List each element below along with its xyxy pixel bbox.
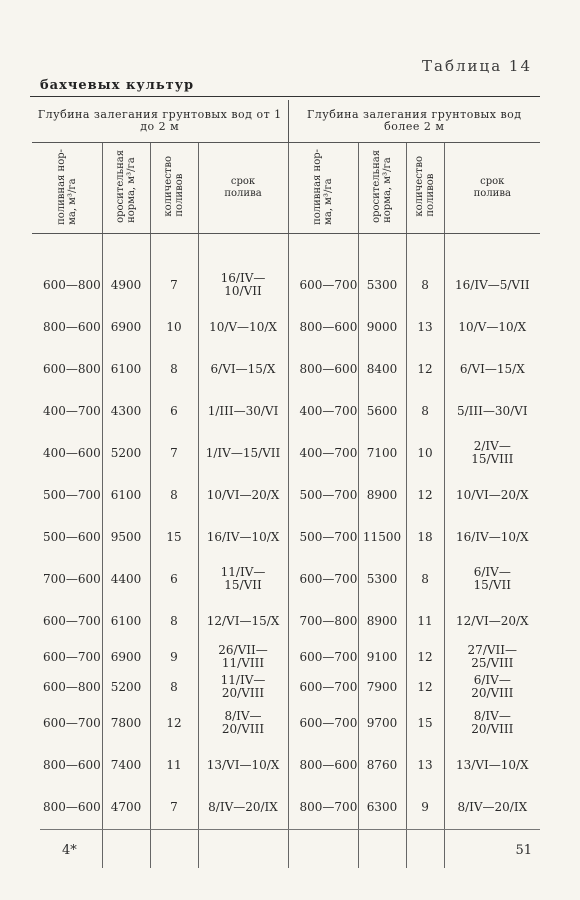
top-rule xyxy=(30,96,540,97)
spacer-row xyxy=(32,828,540,868)
cell-irrigation-rate: 400—600 xyxy=(32,432,102,474)
col-header-seasonal-rate: оросительная норма, м³/га xyxy=(102,143,150,234)
cell-seasonal-rate-2: 8900 xyxy=(358,600,406,642)
cell-seasonal-rate: 4900 xyxy=(102,264,150,306)
cell-seasonal-rate-2: 8900 xyxy=(358,474,406,516)
col-header-irrigation-count-2: количество поливов xyxy=(406,143,444,234)
cell-irrigation-count: 12 xyxy=(150,702,198,744)
cell-irrigation-period: 10/VI—20/X xyxy=(198,474,288,516)
cell-irrigation-period: 16/IV— 10/VII xyxy=(198,264,288,306)
cell-irrigation-rate-2: 800—600 xyxy=(288,744,358,786)
cell-irrigation-rate: 800—600 xyxy=(32,744,102,786)
col-header-irrigation-rate: поливная нор- ма, м³/га xyxy=(32,143,102,234)
cell-irrigation-count: 8 xyxy=(150,600,198,642)
cell-seasonal-rate: 7800 xyxy=(102,702,150,744)
cell-seasonal-rate: 6900 xyxy=(102,306,150,348)
cell-seasonal-rate: 6900 xyxy=(102,642,150,672)
cell-irrigation-rate: 500—600 xyxy=(32,516,102,558)
cell-irrigation-rate-2: 500—700 xyxy=(288,516,358,558)
cell-irrigation-count-2: 12 xyxy=(406,642,444,672)
table-row xyxy=(32,306,540,348)
cell-irrigation-count-2: 9 xyxy=(406,786,444,828)
table-row xyxy=(32,432,540,474)
cell-seasonal-rate: 4400 xyxy=(102,558,150,600)
cell-irrigation-period-2: 10/VI—20/X xyxy=(456,487,529,502)
cell-irrigation-period-2: 16/IV—10/X xyxy=(456,529,529,544)
cell-seasonal-rate: 5200 xyxy=(102,432,150,474)
cell-irrigation-period-2: 6/VI—15/X xyxy=(459,361,525,376)
cell-irrigation-count-2: 13 xyxy=(406,306,444,348)
cell-seasonal-rate-2: 11500 xyxy=(358,516,406,558)
table-row xyxy=(32,348,540,390)
cell-seasonal-rate-2: 8400 xyxy=(358,348,406,390)
cell-irrigation-rate: 600—700 xyxy=(32,642,102,672)
cell-irrigation-rate-2: 800—700 xyxy=(288,786,358,828)
cell-seasonal-rate: 7400 xyxy=(102,744,150,786)
cell-seasonal-rate: 4700 xyxy=(102,786,150,828)
cell-irrigation-period: 1/III—30/VI xyxy=(198,390,288,432)
table-row xyxy=(32,702,540,744)
cell-irrigation-count: 6 xyxy=(150,558,198,600)
spacer-row xyxy=(32,234,540,265)
cell-seasonal-rate-2: 5300 xyxy=(358,558,406,600)
cell-irrigation-rate-2: 600—700 xyxy=(288,558,358,600)
cell-irrigation-period: 26/VII— 11/VIII xyxy=(198,642,288,672)
cell-seasonal-rate-2: 7100 xyxy=(358,432,406,474)
page-number: 51 xyxy=(515,843,532,858)
cell-irrigation-period-2: 6/IV— 20/VIII xyxy=(471,673,514,700)
group-header-over-2m: Глубина залегания грунтовых вод более 2 м xyxy=(288,100,540,143)
cell-irrigation-period-2: 16/IV—5/VII xyxy=(455,277,530,292)
cell-irrigation-count-2: 8 xyxy=(406,264,444,306)
cell-irrigation-count-2: 10 xyxy=(406,432,444,474)
cell-irrigation-rate: 500—700 xyxy=(32,474,102,516)
cell-irrigation-rate-2: 800—600 xyxy=(288,348,358,390)
cell-seasonal-rate-2: 7900 xyxy=(358,672,406,702)
cell-seasonal-rate-2: 6300 xyxy=(358,786,406,828)
cell-irrigation-rate-2: 400—700 xyxy=(288,432,358,474)
cell-seasonal-rate-2: 8760 xyxy=(358,744,406,786)
table-body xyxy=(32,234,540,869)
cell-seasonal-rate-2: 9100 xyxy=(358,642,406,672)
col-header-irrigation-rate-2: поливная нор- ма, м³/га xyxy=(288,143,358,234)
cell-irrigation-period: 8/IV— 20/VIII xyxy=(198,702,288,744)
cell-irrigation-count-2: 11 xyxy=(406,600,444,642)
cell-irrigation-count: 11 xyxy=(150,744,198,786)
cell-irrigation-count: 15 xyxy=(150,516,198,558)
cell-irrigation-rate: 600—800 xyxy=(32,672,102,702)
cell-irrigation-rate-2: 600—700 xyxy=(288,702,358,744)
cell-irrigation-period: 8/IV—20/IX xyxy=(198,786,288,828)
signature-mark: 4* xyxy=(62,843,77,858)
table-row xyxy=(32,474,540,516)
cell-irrigation-rate: 600—700 xyxy=(32,600,102,642)
table-row xyxy=(32,672,540,702)
cell-irrigation-count: 7 xyxy=(150,264,198,306)
cell-irrigation-rate: 600—800 xyxy=(32,264,102,306)
cell-irrigation-period-2: 13/VI—10/X xyxy=(456,757,529,772)
table-row xyxy=(32,744,540,786)
cell-irrigation-rate-2: 400—700 xyxy=(288,390,358,432)
cell-irrigation-period-2: 8/IV— 20/VIII xyxy=(471,709,514,736)
cell-seasonal-rate: 6100 xyxy=(102,474,150,516)
col-header-irrigation-period: срок полива xyxy=(198,143,288,234)
cell-irrigation-rate: 600—700 xyxy=(32,702,102,744)
cell-irrigation-period: 13/VI—10/X xyxy=(198,744,288,786)
table-row xyxy=(32,786,540,828)
cell-irrigation-rate-2: 600—700 xyxy=(288,264,358,306)
cell-seasonal-rate: 9500 xyxy=(102,516,150,558)
cell-seasonal-rate-2: 9700 xyxy=(358,702,406,744)
cell-irrigation-count: 7 xyxy=(150,786,198,828)
bottom-rule xyxy=(40,829,540,830)
cell-seasonal-rate: 6100 xyxy=(102,600,150,642)
table-row xyxy=(32,264,540,306)
cell-irrigation-count-2: 12 xyxy=(406,474,444,516)
cell-irrigation-count: 10 xyxy=(150,306,198,348)
cell-seasonal-rate-2: 9000 xyxy=(358,306,406,348)
cell-irrigation-count-2: 8 xyxy=(406,558,444,600)
table-row xyxy=(32,558,540,600)
cell-irrigation-rate-2: 700—800 xyxy=(288,600,358,642)
cell-irrigation-period: 11/IV— 20/VIII xyxy=(198,672,288,702)
table-row xyxy=(32,642,540,672)
cell-seasonal-rate-2: 5600 xyxy=(358,390,406,432)
cell-irrigation-period-2: 8/IV—20/IX xyxy=(457,799,528,814)
table-title: Таблица 14 xyxy=(422,57,532,75)
table-row xyxy=(32,600,540,642)
cell-irrigation-period-2: 2/IV— 15/VIII xyxy=(471,439,514,466)
cell-irrigation-rate: 700—600 xyxy=(32,558,102,600)
col-header-irrigation-count: количество поливов xyxy=(150,143,198,234)
cell-irrigation-count: 8 xyxy=(150,474,198,516)
cell-seasonal-rate: 6100 xyxy=(102,348,150,390)
cell-irrigation-rate-2: 800—600 xyxy=(288,306,358,348)
cell-irrigation-period: 12/VI—15/X xyxy=(198,600,288,642)
cell-irrigation-period-2: 10/V—10/X xyxy=(458,319,527,334)
table-subtitle: бахчевых культур xyxy=(40,78,195,93)
cell-irrigation-count: 7 xyxy=(150,432,198,474)
table-row xyxy=(32,390,540,432)
cell-irrigation-rate: 400—700 xyxy=(32,390,102,432)
cell-irrigation-count: 8 xyxy=(150,672,198,702)
cell-irrigation-period-2: 5/III—30/VI xyxy=(456,403,528,418)
cell-irrigation-count-2: 12 xyxy=(406,348,444,390)
cell-irrigation-count-2: 13 xyxy=(406,744,444,786)
cell-seasonal-rate: 5200 xyxy=(102,672,150,702)
cell-irrigation-period-2: 27/VII— 25/VIII xyxy=(467,643,518,670)
table-row xyxy=(32,516,540,558)
cell-irrigation-rate-2: 500—700 xyxy=(288,474,358,516)
col-header-seasonal-rate-2: оросительная норма, м³/га xyxy=(358,143,406,234)
cell-irrigation-period: 6/VI—15/X xyxy=(198,348,288,390)
cell-irrigation-rate-2: 600—700 xyxy=(288,672,358,702)
cell-irrigation-count: 8 xyxy=(150,348,198,390)
cell-irrigation-period-2: 12/VI—20/X xyxy=(456,613,529,628)
cell-irrigation-count-2: 18 xyxy=(406,516,444,558)
cell-irrigation-period: 16/IV—10/X xyxy=(198,516,288,558)
col-header-irrigation-period-2: срок полива xyxy=(444,143,540,234)
cell-irrigation-rate: 800—600 xyxy=(32,306,102,348)
cell-irrigation-period-2: 6/IV— 15/VII xyxy=(473,565,512,592)
cell-irrigation-period: 1/IV—15/VII xyxy=(198,432,288,474)
cell-seasonal-rate: 4300 xyxy=(102,390,150,432)
cell-irrigation-period: 10/V—10/X xyxy=(198,306,288,348)
cell-irrigation-count: 9 xyxy=(150,642,198,672)
cell-irrigation-period: 11/IV— 15/VII xyxy=(198,558,288,600)
cell-irrigation-count-2: 15 xyxy=(406,702,444,744)
group-header-1-2m: Глубина залегания грунтовых вод от 1 до 2 м xyxy=(32,100,288,143)
cell-irrigation-count: 6 xyxy=(150,390,198,432)
cell-irrigation-count-2: 8 xyxy=(406,390,444,432)
cell-seasonal-rate-2: 5300 xyxy=(358,264,406,306)
cell-irrigation-rate: 800—600 xyxy=(32,786,102,828)
cell-irrigation-count-2: 12 xyxy=(406,672,444,702)
cell-irrigation-rate: 600—800 xyxy=(32,348,102,390)
irrigation-table xyxy=(32,100,540,868)
cell-irrigation-rate-2: 600—700 xyxy=(288,642,358,672)
